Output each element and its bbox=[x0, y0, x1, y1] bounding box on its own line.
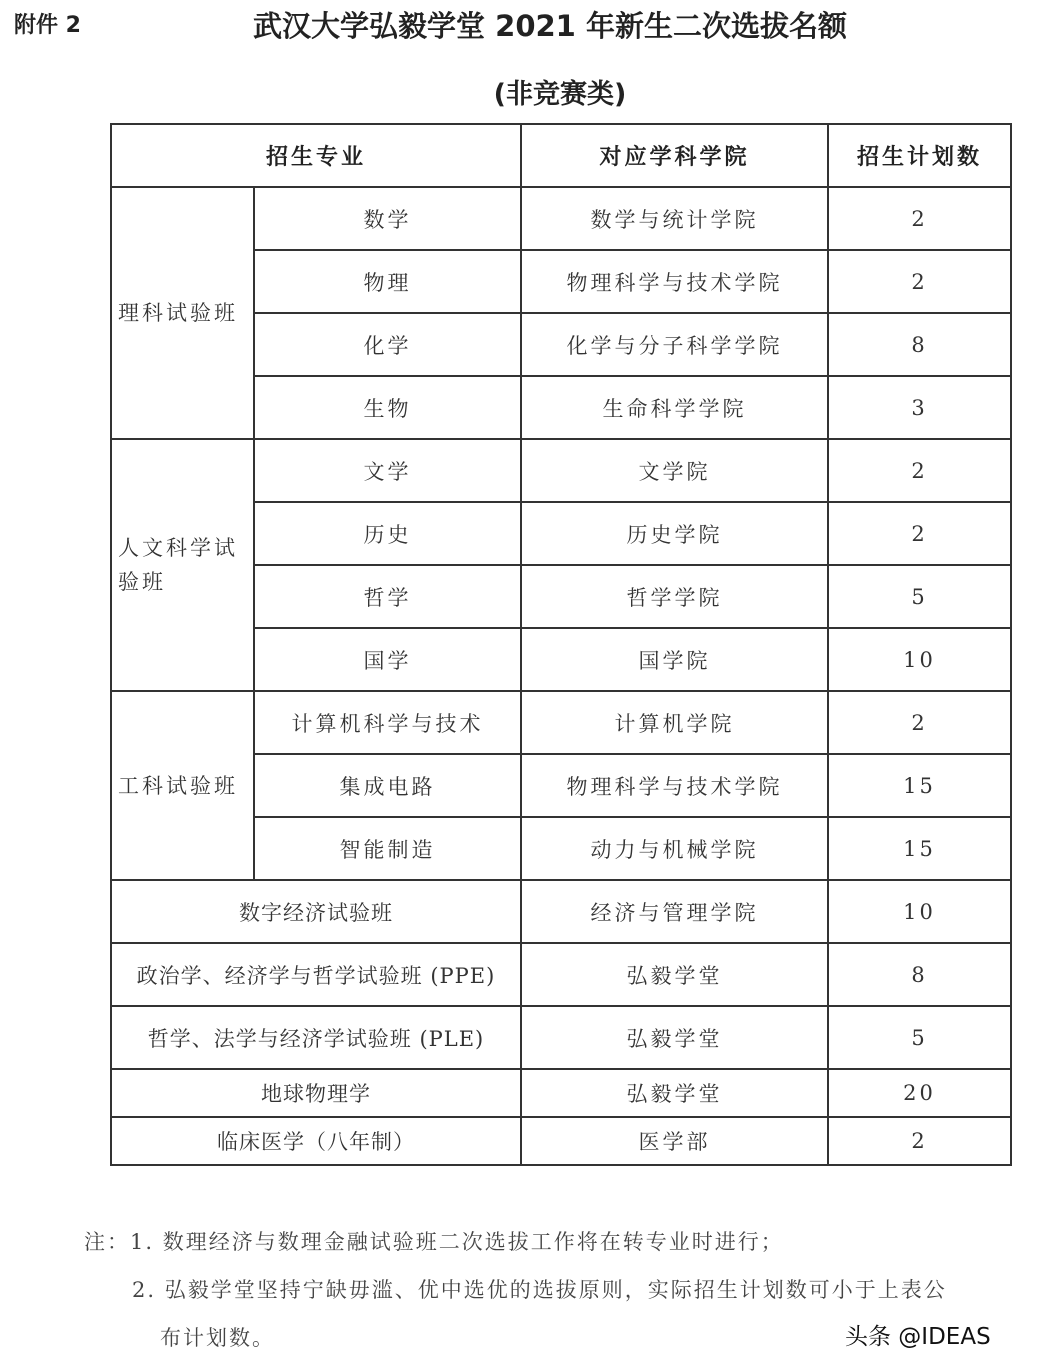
group-name: 理科试验班 bbox=[111, 187, 254, 439]
quota-cell: 15 bbox=[828, 817, 1011, 880]
quota-cell: 2 bbox=[828, 1117, 1011, 1165]
quota-cell: 8 bbox=[828, 313, 1011, 376]
college-cell: 文学院 bbox=[521, 439, 828, 502]
college-cell: 化学与分子科学学院 bbox=[521, 313, 828, 376]
notes bbox=[84, 1218, 947, 1362]
major-cell: 地球物理学 bbox=[111, 1069, 521, 1117]
college-cell: 经济与管理学院 bbox=[521, 880, 828, 943]
college-cell: 国学院 bbox=[521, 628, 828, 691]
major-cell: 历史 bbox=[254, 502, 521, 565]
header-quota: 招生计划数 bbox=[828, 124, 1011, 187]
major-cell: 化学 bbox=[254, 313, 521, 376]
table-row bbox=[111, 1069, 1011, 1117]
quota-cell: 8 bbox=[828, 943, 1011, 1006]
table-row bbox=[111, 691, 1011, 754]
table-row bbox=[111, 439, 1011, 502]
college-cell: 物理科学与技术学院 bbox=[521, 250, 828, 313]
quota-cell: 5 bbox=[828, 1006, 1011, 1069]
quota-cell: 2 bbox=[828, 691, 1011, 754]
table-row bbox=[111, 880, 1011, 943]
note-1: 注：1. 数理经济与数理金融试验班二次选拔工作将在转专业时进行； bbox=[84, 1230, 784, 1254]
document-subtitle: (非竞赛类) bbox=[493, 79, 627, 110]
document-title: 武汉大学弘毅学堂 2021 年新生二次选拔名额 bbox=[253, 9, 847, 43]
annex-label: 附件 2 bbox=[14, 13, 81, 38]
major-cell: 文学 bbox=[254, 439, 521, 502]
table-row bbox=[111, 1117, 1011, 1165]
table-row bbox=[111, 1006, 1011, 1069]
table-row bbox=[111, 943, 1011, 1006]
header-major: 招生专业 bbox=[111, 124, 521, 187]
table-row bbox=[111, 187, 1011, 250]
header-college: 对应学科学院 bbox=[521, 124, 828, 187]
watermark: 头条 @IDEAS bbox=[845, 1324, 991, 1350]
college-cell: 物理科学与技术学院 bbox=[521, 754, 828, 817]
quota-cell: 2 bbox=[828, 502, 1011, 565]
major-cell: 国学 bbox=[254, 628, 521, 691]
major-cell: 临床医学（八年制） bbox=[111, 1117, 521, 1165]
college-cell: 医学部 bbox=[521, 1117, 828, 1165]
college-cell: 历史学院 bbox=[521, 502, 828, 565]
major-cell: 物理 bbox=[254, 250, 521, 313]
major-cell: 生物 bbox=[254, 376, 521, 439]
college-cell: 弘毅学堂 bbox=[521, 1006, 828, 1069]
major-cell: 哲学 bbox=[254, 565, 521, 628]
college-cell: 弘毅学堂 bbox=[521, 943, 828, 1006]
table-header-row bbox=[111, 124, 1011, 187]
major-cell: 智能制造 bbox=[254, 817, 521, 880]
quota-cell: 2 bbox=[828, 439, 1011, 502]
quota-cell: 3 bbox=[828, 376, 1011, 439]
college-cell: 弘毅学堂 bbox=[521, 1069, 828, 1117]
quota-cell: 10 bbox=[828, 880, 1011, 943]
group-name: 人文科学试验班 bbox=[111, 439, 254, 691]
major-cell: 计算机科学与技术 bbox=[254, 691, 521, 754]
college-cell: 数学与统计学院 bbox=[521, 187, 828, 250]
quota-cell: 2 bbox=[828, 187, 1011, 250]
group-name: 工科试验班 bbox=[111, 691, 254, 880]
quota-cell: 5 bbox=[828, 565, 1011, 628]
quota-cell: 10 bbox=[828, 628, 1011, 691]
college-cell: 哲学学院 bbox=[521, 565, 828, 628]
note-2-continued: 布计划数。 bbox=[160, 1326, 275, 1350]
college-cell: 生命科学学院 bbox=[521, 376, 828, 439]
quota-cell: 2 bbox=[828, 250, 1011, 313]
college-cell: 计算机学院 bbox=[521, 691, 828, 754]
major-cell: 数字经济试验班 bbox=[111, 880, 521, 943]
major-cell: 政治学、经济学与哲学试验班 (PPE) bbox=[111, 943, 521, 1006]
major-cell: 集成电路 bbox=[254, 754, 521, 817]
major-cell: 数学 bbox=[254, 187, 521, 250]
quota-table bbox=[110, 123, 1012, 1166]
college-cell: 动力与机械学院 bbox=[521, 817, 828, 880]
quota-cell: 20 bbox=[828, 1069, 1011, 1117]
quota-cell: 15 bbox=[828, 754, 1011, 817]
note-2: 2. 弘毅学堂坚持宁缺毋滥、优中选优的选拔原则，实际招生计划数可小于上表公 bbox=[132, 1278, 947, 1302]
major-cell: 哲学、法学与经济学试验班 (PLE) bbox=[111, 1006, 521, 1069]
